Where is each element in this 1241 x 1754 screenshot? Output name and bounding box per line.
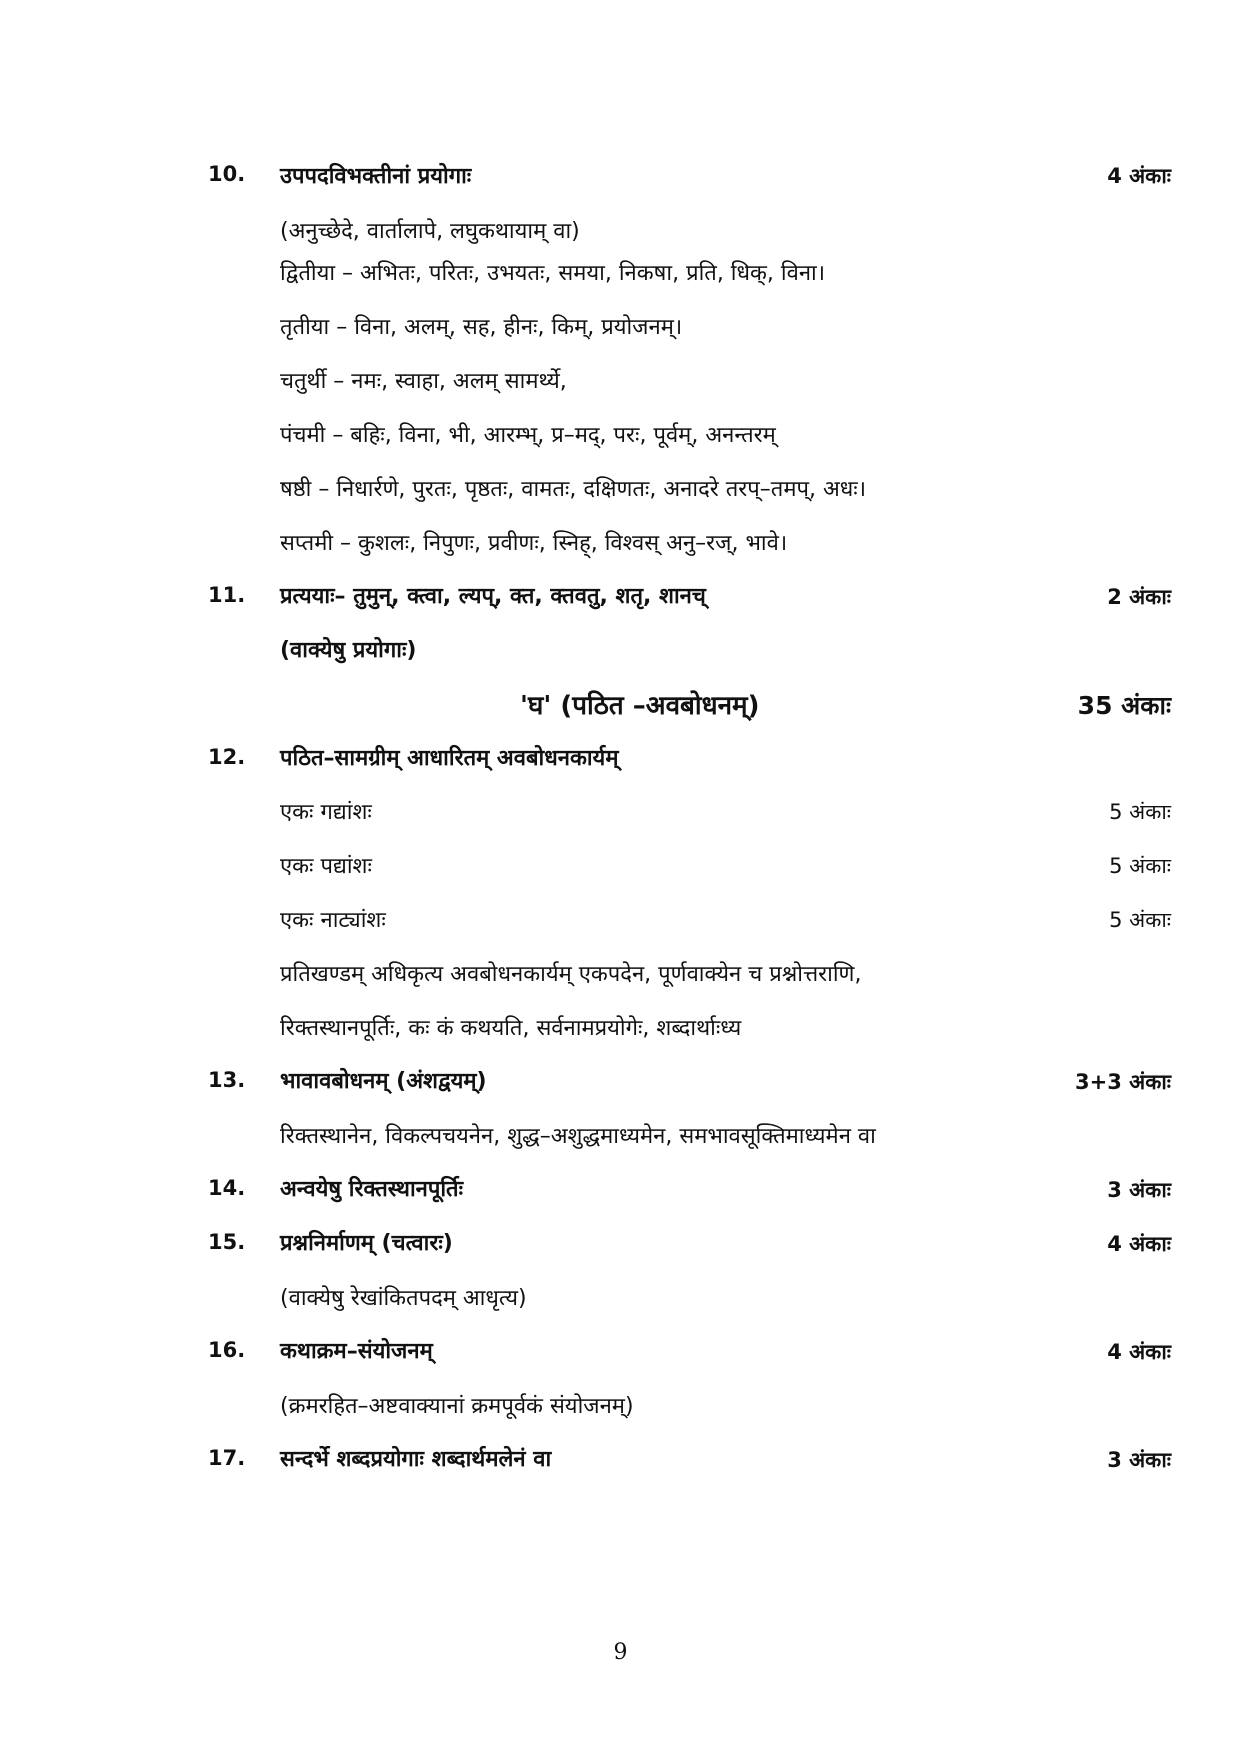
item-15-marks: 4 अंकाः <box>1107 1232 1171 1256</box>
item-10-line: द्वितीया – अभितः, परितः, उभयतः, समया, निकषा, प्रति, धिक्, विना। <box>280 261 826 286</box>
section-title: 'घ' (पठित –अवबोधनम्) <box>520 691 760 721</box>
item-16-number: 16. <box>208 1338 246 1362</box>
item-10-line: चतुर्थी – नमः, स्वाहा, अलम् सामर्थ्ये, <box>280 369 567 394</box>
item-12-sub-label: एकः पद्यांशः <box>280 854 372 879</box>
item-12-line: प्रतिखण्डम् अधिकृत्य अवबोधनकार्यम् एकपदेन, पूर्णवाक्येन च प्रश्नोत्तराणि, <box>280 962 862 987</box>
item-10-line: षष्ठी – निधार्रणे, पुरतः, पृष्ठतः, वामतः, दक्षिणतः, अनादरे तरप्–तमप्, अधः। <box>280 477 867 502</box>
item-15-line: (वाक्येषु रेखांकितपदम् आधृत्य) <box>280 1286 527 1311</box>
item-10-line: पंचमी – बहिः, विना, भी, आरम्भ्, प्र–मद्, परः, पूर्वम्, अनन्तरम् <box>280 423 776 448</box>
item-13-line: रिक्तस्थानेन, विकल्पचयनेन, शुद्ध–अशुद्धमाध्यमेन, समभावसूक्तिमाध्यमेन वा <box>280 1124 876 1149</box>
item-11-number: 11. <box>208 583 246 607</box>
item-15-number: 15. <box>208 1230 246 1254</box>
item-14-number: 14. <box>208 1176 246 1200</box>
item-13-number: 13. <box>208 1068 246 1092</box>
item-12-number: 12. <box>208 745 246 769</box>
item-17-heading: सन्दर्भे शब्दप्रयोगाः शब्दार्थमलेनं वा <box>280 1447 552 1472</box>
item-10-heading: उपपदविभक्तीनां प्रयोगाः <box>280 164 472 189</box>
item-17-number: 17. <box>208 1446 246 1470</box>
item-15-heading: प्रश्ननिर्माणम् (चत्वारः) <box>280 1231 453 1256</box>
item-17-marks: 3 अंकाः <box>1107 1448 1171 1472</box>
section-marks: 35 अंकाः <box>1077 691 1171 720</box>
page-number: 9 <box>613 1640 628 1665</box>
item-12-sub-label: एकः गद्यांशः <box>280 800 372 825</box>
item-10-line: (अनुच्छेदे, वार्तालापे, लघुकथायाम् वा) <box>280 219 580 244</box>
item-16-line: (क्रमरहित–अष्टवाक्यानां क्रमपूर्वकं संयोजनम्) <box>280 1394 634 1419</box>
item-12-sub-marks: 5 अंकाः <box>1109 908 1171 932</box>
item-10-number: 10. <box>208 162 246 186</box>
item-16-heading: कथाक्रम–संयोजनम् <box>280 1339 433 1364</box>
item-16-marks: 4 अंकाः <box>1107 1340 1171 1364</box>
item-14-marks: 3 अंकाः <box>1107 1178 1171 1202</box>
item-14-heading: अन्वयेषु रिक्तस्थानपूर्तिः <box>280 1177 464 1202</box>
item-13-heading: भावावबोधनम् (अंशद्वयम्) <box>280 1069 487 1094</box>
item-10-marks: 4 अंकाः <box>1107 164 1171 188</box>
item-12-sub-marks: 5 अंकाः <box>1109 854 1171 878</box>
item-11-subheading: (वाक्येषु प्रयोगाः) <box>280 638 417 663</box>
item-11-heading: प्रत्ययाः– तुमुन्, क्त्वा, ल्यप्, क्त, क्तवतु, शतृ, शानच् <box>280 584 706 609</box>
item-12-line: रिक्तस्थानपूर्तिः, कः कं कथयति, सर्वनामप्रयोगेः, शब्दार्थाःध्य <box>280 1016 742 1041</box>
item-12-heading: पठित–सामग्रीम् आधारितम् अवबोधनकार्यम् <box>280 746 619 771</box>
item-10-line: तृतीया – विना, अलम्, सह, हीनः, किम्, प्रयोजनम्। <box>280 315 683 340</box>
item-12-sub-marks: 5 अंकाः <box>1109 800 1171 824</box>
item-11-marks: 2 अंकाः <box>1107 585 1171 609</box>
item-12-sub-label: एकः नाट्यांशः <box>280 908 386 933</box>
item-13-marks: 3+3 अंकाः <box>1075 1070 1171 1094</box>
item-10-line: सप्तमी – कुशलः, निपुणः, प्रवीणः, स्निह्, विश्वस् अनु–रज्, भावे। <box>280 531 788 556</box>
